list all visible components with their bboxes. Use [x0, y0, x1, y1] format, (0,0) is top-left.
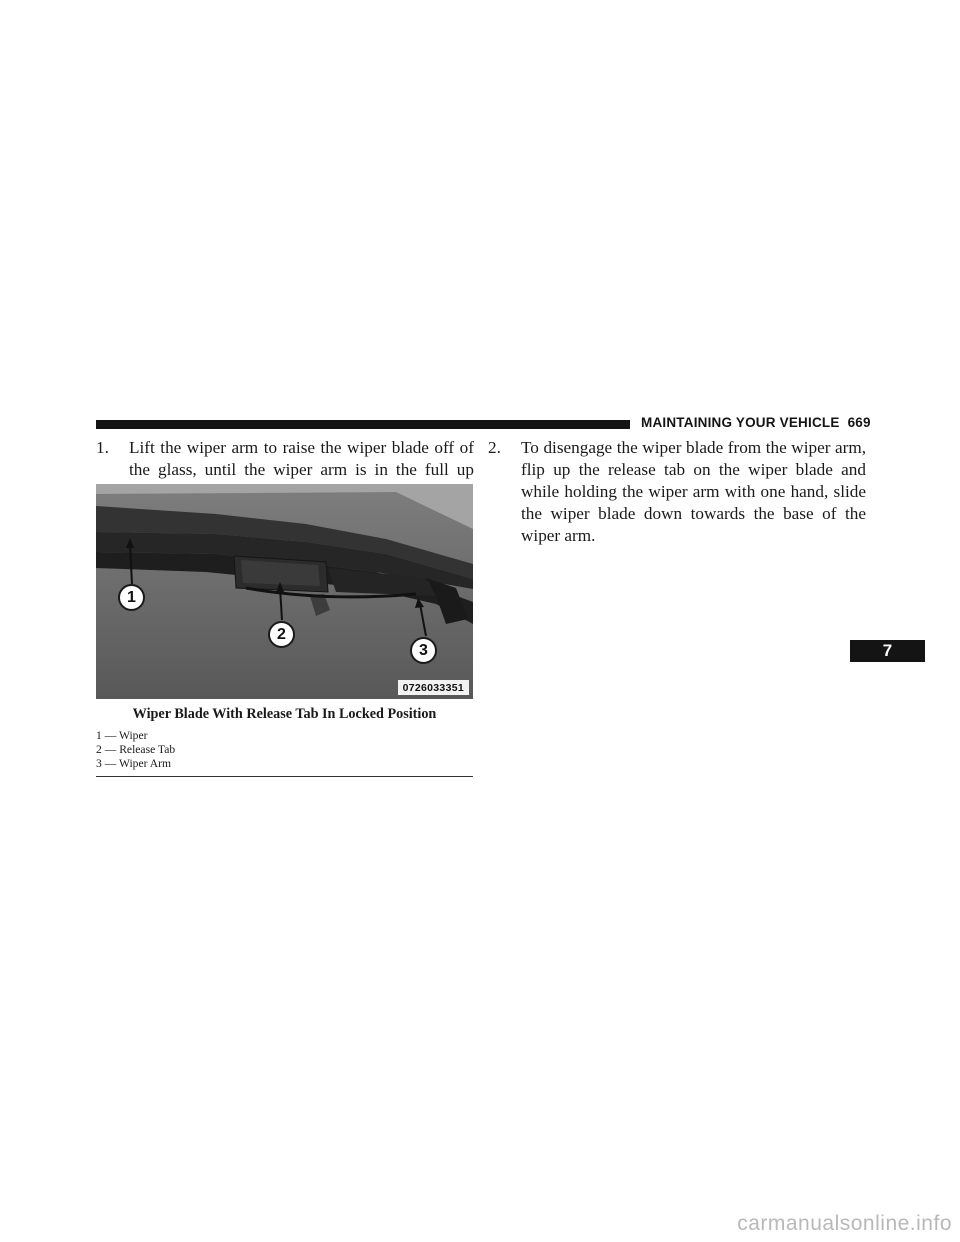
- legend-item: 2 — Release Tab: [96, 743, 176, 756]
- wiper-blade-illustration: [96, 484, 473, 699]
- legend-item: 1 — Wiper: [96, 729, 148, 742]
- legend-item: 3 — Wiper Arm: [96, 757, 171, 770]
- step-number: 1.: [96, 438, 109, 457]
- step-text: Lift the wiper arm to raise the wiper blade off of the glass, until the wiper arm is in the full up: [129, 438, 474, 479]
- section-title: MAINTAINING YOUR VEHICLE: [641, 415, 840, 430]
- watermark-text: carmanualsonline.info: [737, 1212, 952, 1235]
- header-rule-bar: [96, 420, 630, 429]
- chapter-tab: 7: [850, 640, 925, 662]
- figure-code-label: 0726033351: [398, 680, 469, 695]
- callout-wiper: 1: [118, 584, 145, 611]
- page-number: 669: [847, 415, 871, 430]
- step-number: 2.: [488, 438, 501, 457]
- figure-legend: [96, 729, 175, 771]
- figure-bottom-rule: [96, 776, 473, 777]
- callout-release-tab: 2: [268, 621, 295, 648]
- step-text: To disengage the wiper blade from the wiper arm, flip up the release tab on the wiper blade and while holding the wiper arm with one hand, slide the wiper blade down towards the base of the wiper arm.: [521, 438, 866, 545]
- step-2: [488, 437, 866, 547]
- running-header: [641, 415, 871, 430]
- callout-wiper-arm: 3: [410, 637, 437, 664]
- figure-caption: Wiper Blade With Release Tab In Locked Position: [132, 706, 437, 722]
- wiper-blade-figure: [96, 484, 473, 699]
